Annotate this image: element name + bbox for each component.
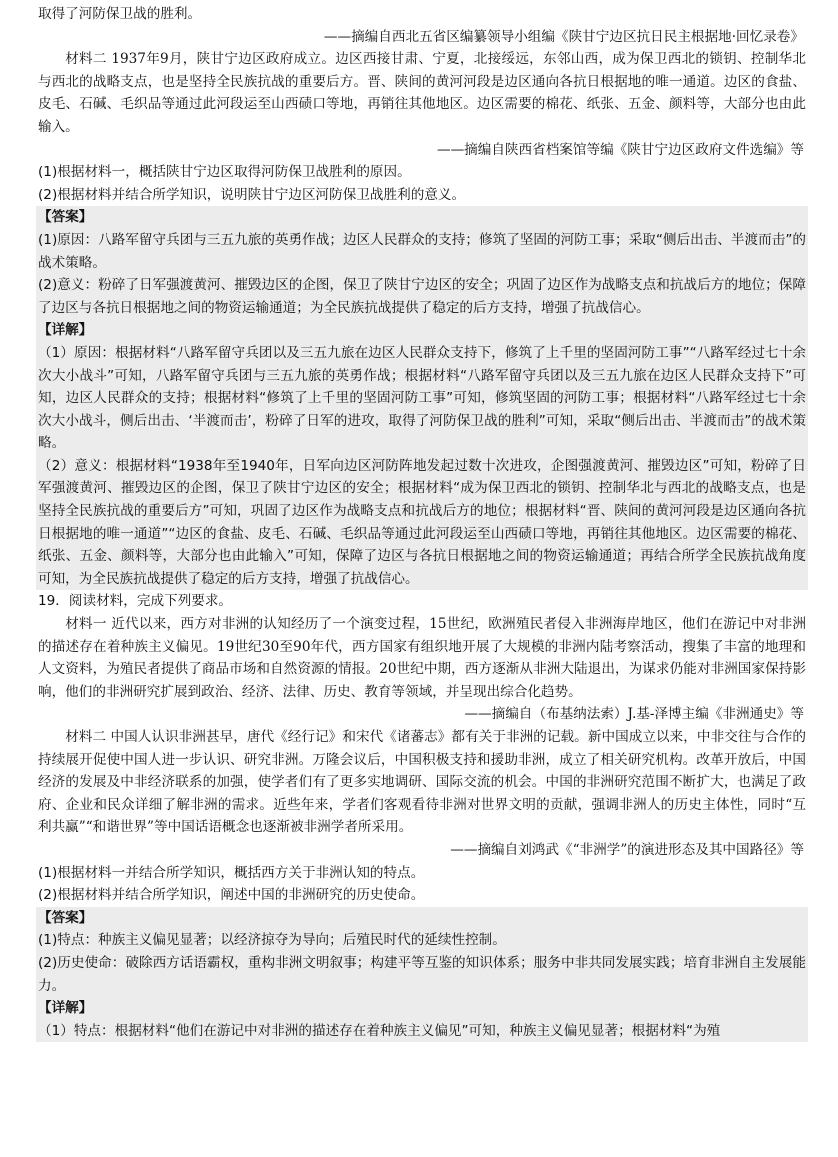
answer-item: (1)特点：种族主义偏见显著；以经济掠夺为导向；后殖民时代的延续性控制。 <box>38 932 506 949</box>
detail-paragraph: （1）特点：根据材料“他们在游记中对非洲的描述存在着种族主义偏见”可知，种族主义偏见显著；根据材料“为殖 <box>38 1022 721 1039</box>
document-page <box>38 0 806 1042</box>
question-item: (1)根据材料一并结合所学知识，概括西方关于非洲认知的特点。 <box>38 864 425 881</box>
question-item: (2)根据材料并结合所学知识，说明陕甘宁边区河防保卫战胜利的意义。 <box>38 186 466 203</box>
detail-paragraph: （2）意义：根据材料“1938年至1940年，日军向边区河防阵地发起过数十次进攻，企图强渡黄河、摧毁边区”可知，粉碎了日军强渡黄河、摧毁边区的企图，保卫了陕甘宁边区的安全；根据材料“成为保卫西北的锁钥、控制华北与西北的战略支点，也是坚持全民族抗战的重要后方”可知，巩固了边区作为战略支点和抗战后方的地位；根据材料“晋、陕间的黄河河段是边区通向各抗日根据地的唯一通道”“边区的食盐、皮毛、石碱、毛织品等通过此河段运至山西碛口等地，再销往其他地区。边区需要的棉花、纸张、五金、颜料等，大部分也由此输入”可知，保障了边区与各抗日根据地之间的物资运输通道；再结合所学全民族抗战角度可知，为全民族抗战提供了稳定的后方支持，增强了抗战信心。 <box>38 457 806 587</box>
carryover-line: 取得了河防保卫战的胜利。 <box>38 6 202 22</box>
answer-item: (2)历史使命：破除西方话语霸权，重构非洲文明叙事；构建平等互鉴的知识体系；服务中非共同发展实践；培育非洲自主发展能力。 <box>38 954 806 994</box>
question-heading: 19．阅读材料，完成下列要求。 <box>38 593 233 610</box>
material-paragraph: 材料二 中国人认识非洲甚早，唐代《经行记》和宋代《诸蕃志》都有关于非洲的记载。新中国成立以来，中非交往与合作的持续展开促使中国人进一步认识、研究非洲。万隆会议后，中国积极支持和援助非洲，成立了相关研究机构。改革开放后，中国经济的发展及中非经济联系的加强，使学者们有了更多实地调研、国际交流的机会。中国的非洲研究范围不断扩大，也满足了政府、企业和民众详细了解非洲的需求。近些年来，学者们客观看待非洲对世界文明的贡献，强调非洲人的历史主体性，同时“互利共赢”“和谐世界”等中国话语概念也逐渐被非洲学者所采用。 <box>38 729 806 836</box>
detail-tag: 【详解】 <box>38 322 93 339</box>
answer-block <box>36 206 808 590</box>
material-paragraph: 材料一 近代以来，西方对非洲的认知经历了一个演变过程，15世纪，欧洲殖民者侵入非洲海岸地区，他们在游记中对非洲的描述存在着种族主义偏见。19世纪30至90年代，西方国家有组织地开展了大规模的非洲内陆考察活动，搜集了丰富的地理和人文资料，为殖民者提供了商品市场和自然资源的情报。20世纪中期，西方逐渐从非洲大陆退出，为谋求仍能对非洲国家保持影响，他们的非洲研究扩展到政治、经济、法律、历史、教育等领域，并呈现出综合化趋势。 <box>38 616 806 700</box>
answer-item: (1)原因：八路军留守兵团与三五九旅的英勇作战；边区人民群众的支持；修筑了坚固的河防工事；采取“侧后出击、半渡而击”的战术策略。 <box>38 231 806 271</box>
answer-item: (2)意义：粉碎了日军强渡黄河、摧毁边区的企图，保卫了陕甘宁边区的安全；巩固了边区作为战略支点和抗战后方的地位；保障了边区与各抗日根据地之间的物资运输通道；为全民族抗战提供了稳定的后方支持，增强了抗战信心。 <box>38 277 806 316</box>
source-citation: ——摘编自陕西省档案馆等编《陕甘宁边区政府文件选编》等 <box>436 141 804 158</box>
source-citation: ——摘编自西北五省区编纂领导小组编《陕甘宁边区抗日民主根据地·回忆录卷》 <box>323 28 804 45</box>
answer-tag: 【答案】 <box>38 209 93 226</box>
answer-tag: 【答案】 <box>38 909 93 926</box>
question-item: (2)根据材料并结合所学知识，阐述中国的非洲研究的历史使命。 <box>38 887 425 904</box>
material-paragraph: 材料二 1937年9月，陕甘宁边区政府成立。边区西接甘肃、宁夏，北接绥远，东邻山西，成为保卫西北的锁钥、控制华北与西北的战略支点，也是坚持全民族抗战的重要后方。晋、陕间的黄河河段是边区通向各抗日根据地的唯一通道。边区的食盐、皮毛、石碱、毛织品等通过此河段运至山西碛口等地，再销往其他地区。边区需要的棉花、纸张、五金、颜料等，大部分也由此输入。 <box>38 51 806 135</box>
detail-paragraph: （1）原因：根据材料“八路军留守兵团以及三五九旅在边区人民群众支持下，修筑了上千里的坚固河防工事”“八路军经过七十余次大小战斗”可知，八路军留守兵团与三五九旅的英勇作战；根据材料“八路军留守兵团以及三五九旅在边区人民群众支持下”可知，边区人民群众的支持；根据材料“修筑了上千里的坚固河防工事”可知，修筑坚固的河防工事；根据材料“八路军经过七十余次大小战斗，侧后出击、‘半渡而击’，粉碎了日军的进攻，取得了河防保卫战的胜利”可知，采取“侧后出击、半渡而击”的战术策略。 <box>38 344 806 452</box>
source-citation: ——摘编自（布基纳法索）J.基-泽博主编《非洲通史》等 <box>464 706 804 723</box>
question-item: (1)根据材料一，概括陕甘宁边区取得河防保卫战胜利的原因。 <box>38 164 411 181</box>
source-citation: ——摘编自刘鸿武《“非洲学”的演进形态及其中国路径》等 <box>450 841 804 858</box>
detail-tag: 【详解】 <box>38 1000 93 1017</box>
answer-block <box>36 907 808 1043</box>
